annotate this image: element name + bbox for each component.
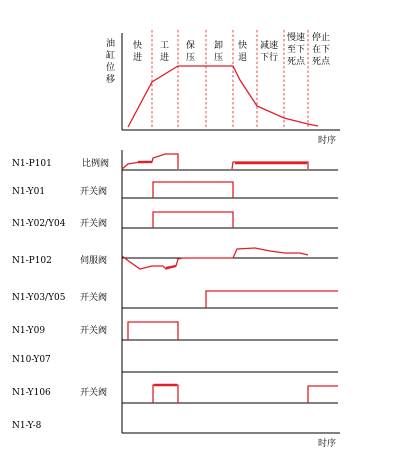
signal-desc: 伺服阀 [80, 256, 108, 266]
phase-label: 至下 [287, 45, 306, 55]
waveform-y106 [153, 385, 178, 403]
signal-id: N1-Y03/Y05 [12, 293, 66, 303]
y-label-char-0: 油 [106, 39, 116, 49]
phase-label: 在下 [312, 45, 331, 55]
bottom-time-label: 时序 [318, 439, 337, 449]
y-label-char-3: 移 [106, 75, 116, 85]
phase-label: 进 [160, 53, 170, 63]
displacement-chart [106, 30, 340, 146]
signal-id: N1-P102 [12, 256, 52, 266]
phase-label: 压 [214, 53, 224, 63]
phase-label: 下行 [260, 53, 279, 63]
waveform-p102-segment [166, 266, 176, 268]
signal-id: N1-Y106 [12, 388, 51, 398]
signals-chart [12, 150, 340, 449]
signal-desc: 开关阀 [80, 219, 108, 229]
waveform-y01 [153, 182, 233, 198]
phase-label: 压 [186, 53, 196, 63]
phase-label: 快 [238, 41, 248, 51]
displacement-curve [128, 66, 318, 127]
signal-desc: 开关阀 [80, 326, 108, 336]
signal-id: N10-Y07 [12, 355, 51, 365]
top-time-label: 时序 [318, 136, 337, 146]
phase-label: 死点 [287, 57, 306, 67]
signal-id: N1-P101 [12, 159, 52, 169]
signal-desc: 开关阀 [80, 293, 108, 303]
signal-id: N1-Y02/Y04 [12, 219, 66, 229]
signal-desc: 比例阀 [82, 159, 110, 169]
phase-label: 卸 [214, 41, 224, 51]
signal-desc: 开关阀 [80, 388, 108, 398]
phase-label: 快 [133, 41, 143, 51]
y-label-char-1: 缸 [106, 51, 116, 61]
signal-id: N1-Y09 [12, 326, 46, 336]
signal-id: N1-Y01 [12, 187, 46, 197]
signal-desc: 开关阀 [80, 187, 108, 197]
phase-label: 退 [238, 53, 248, 63]
waveform-y02-y04 [153, 212, 233, 228]
phase-label: 慢速 [287, 33, 306, 43]
phase-label: 进 [133, 53, 143, 63]
phase-label: 停止 [312, 33, 331, 43]
signal-id: N1-Y-8 [12, 421, 42, 431]
phase-label: 减速 [260, 41, 279, 51]
waveform-y106-return [308, 386, 338, 403]
phase-label: 保 [186, 41, 196, 51]
waveform-y09 [128, 322, 178, 340]
waveform-y03-y05 [206, 291, 338, 308]
phase-label: 死点 [312, 57, 331, 67]
phase-label: 工 [160, 41, 170, 51]
y-label-char-2: 位 [106, 63, 116, 73]
